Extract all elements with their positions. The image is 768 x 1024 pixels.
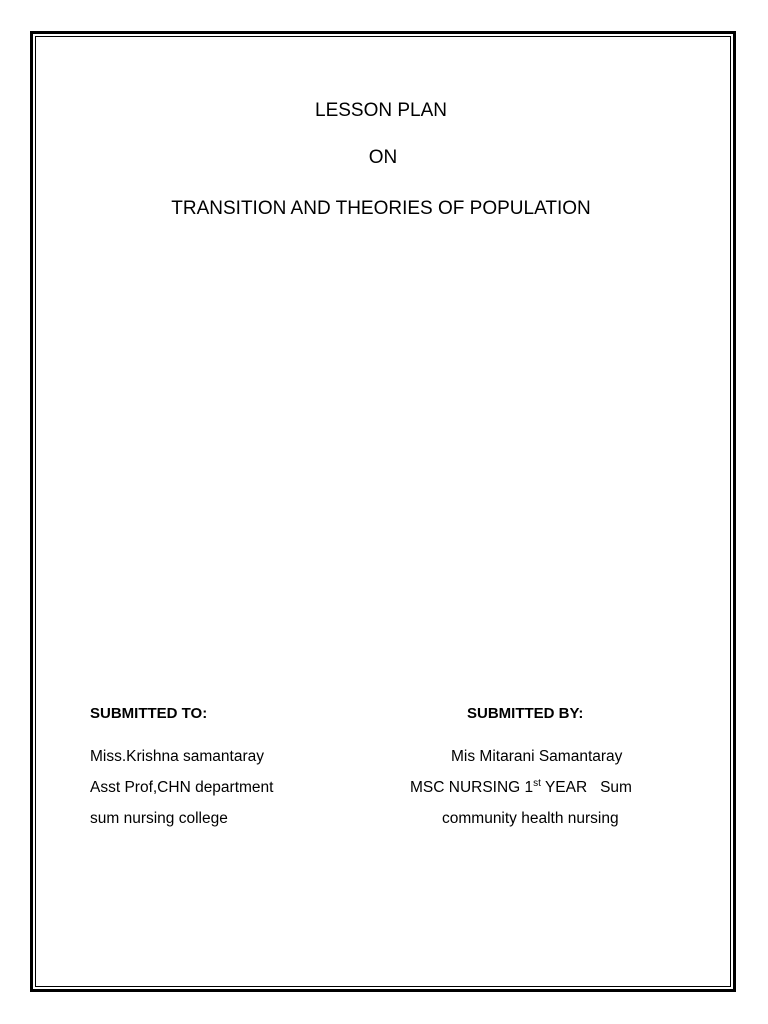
title-line-topic: TRANSITION AND THEORIES OF POPULATION [171,198,591,219]
course-suffix: YEAR Sum [540,779,632,796]
submitted-by-heading: SUBMITTED BY: [467,705,584,722]
page-border-inner [35,36,731,987]
title-line-lesson-plan: LESSON PLAN [315,100,447,121]
submitted-to-institution: sum nursing college [90,810,228,827]
submitted-to-heading: SUBMITTED TO: [90,705,208,722]
submitted-to-designation: Asst Prof,CHN department [90,779,274,796]
submitted-to-name: Miss.Krishna samantaray [90,748,265,765]
course-prefix: MSC NURSING 1 [410,779,534,796]
submitted-by-name: Mis Mitarani Samantaray [451,748,623,765]
submitted-by-course [410,777,632,798]
title-line-on: ON [368,147,398,168]
course-superscript: st [533,777,541,789]
submitted-by-department: community health nursing [442,810,619,827]
